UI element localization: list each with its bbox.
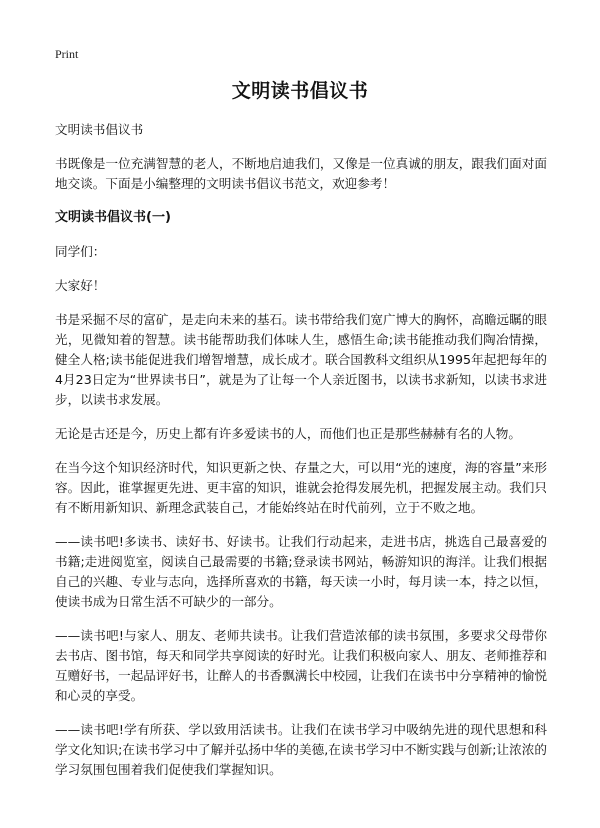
- body-paragraph: ——读书吧!多读书、读好书、好读书。让我们行动起来，走进书店，挑选自己最喜爱的书籍;走进阅览室，阅读自己最需要的书籍;登录读书网站，畅游知识的海洋。让我们根据自己的兴趣、专业与志向，选择所喜欢的书籍，每天读一小时，每月读一本，持之以恒，使读书成为日常生活不可缺少的一部分。: [55, 534, 547, 609]
- subtitle-paragraph: 文明读书倡议书: [55, 122, 144, 137]
- greeting-paragraph: 大家好！: [55, 278, 106, 293]
- body-paragraph: ——读书吧!与家人、朋友、老师共读书。让我们营造浓郁的读书氛围，多要求父母带你去书店、图书馆，每天和同学共享阅读的好时光。让我们积极向家人、朋友、老师推荐和互赠好书，一起品评好书，让醉人的书香飘满长中校园，让我们在读书中分享精神的愉悦和心灵的享受。: [55, 628, 547, 703]
- intro-paragraph: 书既像是一位充满智慧的老人，不断地启迪我们，又像是一位真诚的朋友，跟我们面对面地交谈。下面是小编整理的文明读书倡议书范文，欢迎参考！: [55, 156, 547, 191]
- greeting-paragraph: 同学们：: [55, 244, 106, 259]
- print-link[interactable]: Print: [55, 47, 79, 61]
- body-paragraph: 无论是古还是今，历史上都有许多爱读书的人，而他们也正是那些赫赫有名的人物。: [55, 426, 521, 441]
- body-paragraph: ——读书吧!学有所获、学以致用活读书。让我们在读书学习中吸纳先进的现代思想和科学文化知识;在读书学习中了解并弘扬中华的美德,在读书学习中不断实践与创新;让浓浓的学习氛围包围着我们促使我们掌握知识。: [55, 722, 547, 777]
- body-paragraph: 书是采掘不尽的富矿，是走向未来的基石。读书带给我们宽广博大的胸怀，高瞻远瞩的眼光，见微知着的智慧。读书能帮助我们体味人生，感悟生命;读书能推动我们陶冶情操，健全人格;读书能促进我们增智增慧，成长成才。联合国教科文组织从1995年起把每年的4月23日定为“世界读书日”，就是为了让每一个人亲近图书，以读书求新知，以读书求进步，以读书求发展。: [55, 312, 547, 407]
- section-heading: 文明读书倡议书(一): [55, 210, 171, 225]
- page-title: 文明读书倡议书: [231, 80, 369, 102]
- document-body: [55, 120, 547, 794]
- body-paragraph: 在当今这个知识经济时代，知识更新之快、存量之大，可以用“光的速度，海的容量”来形容。因此，谁掌握更先进、更丰富的知识，谁就会抢得发展先机，把握发展主动。我们只有不断用新知识、新理念武装自己，才能始终站在时代前列，立于不败之地。: [55, 460, 547, 515]
